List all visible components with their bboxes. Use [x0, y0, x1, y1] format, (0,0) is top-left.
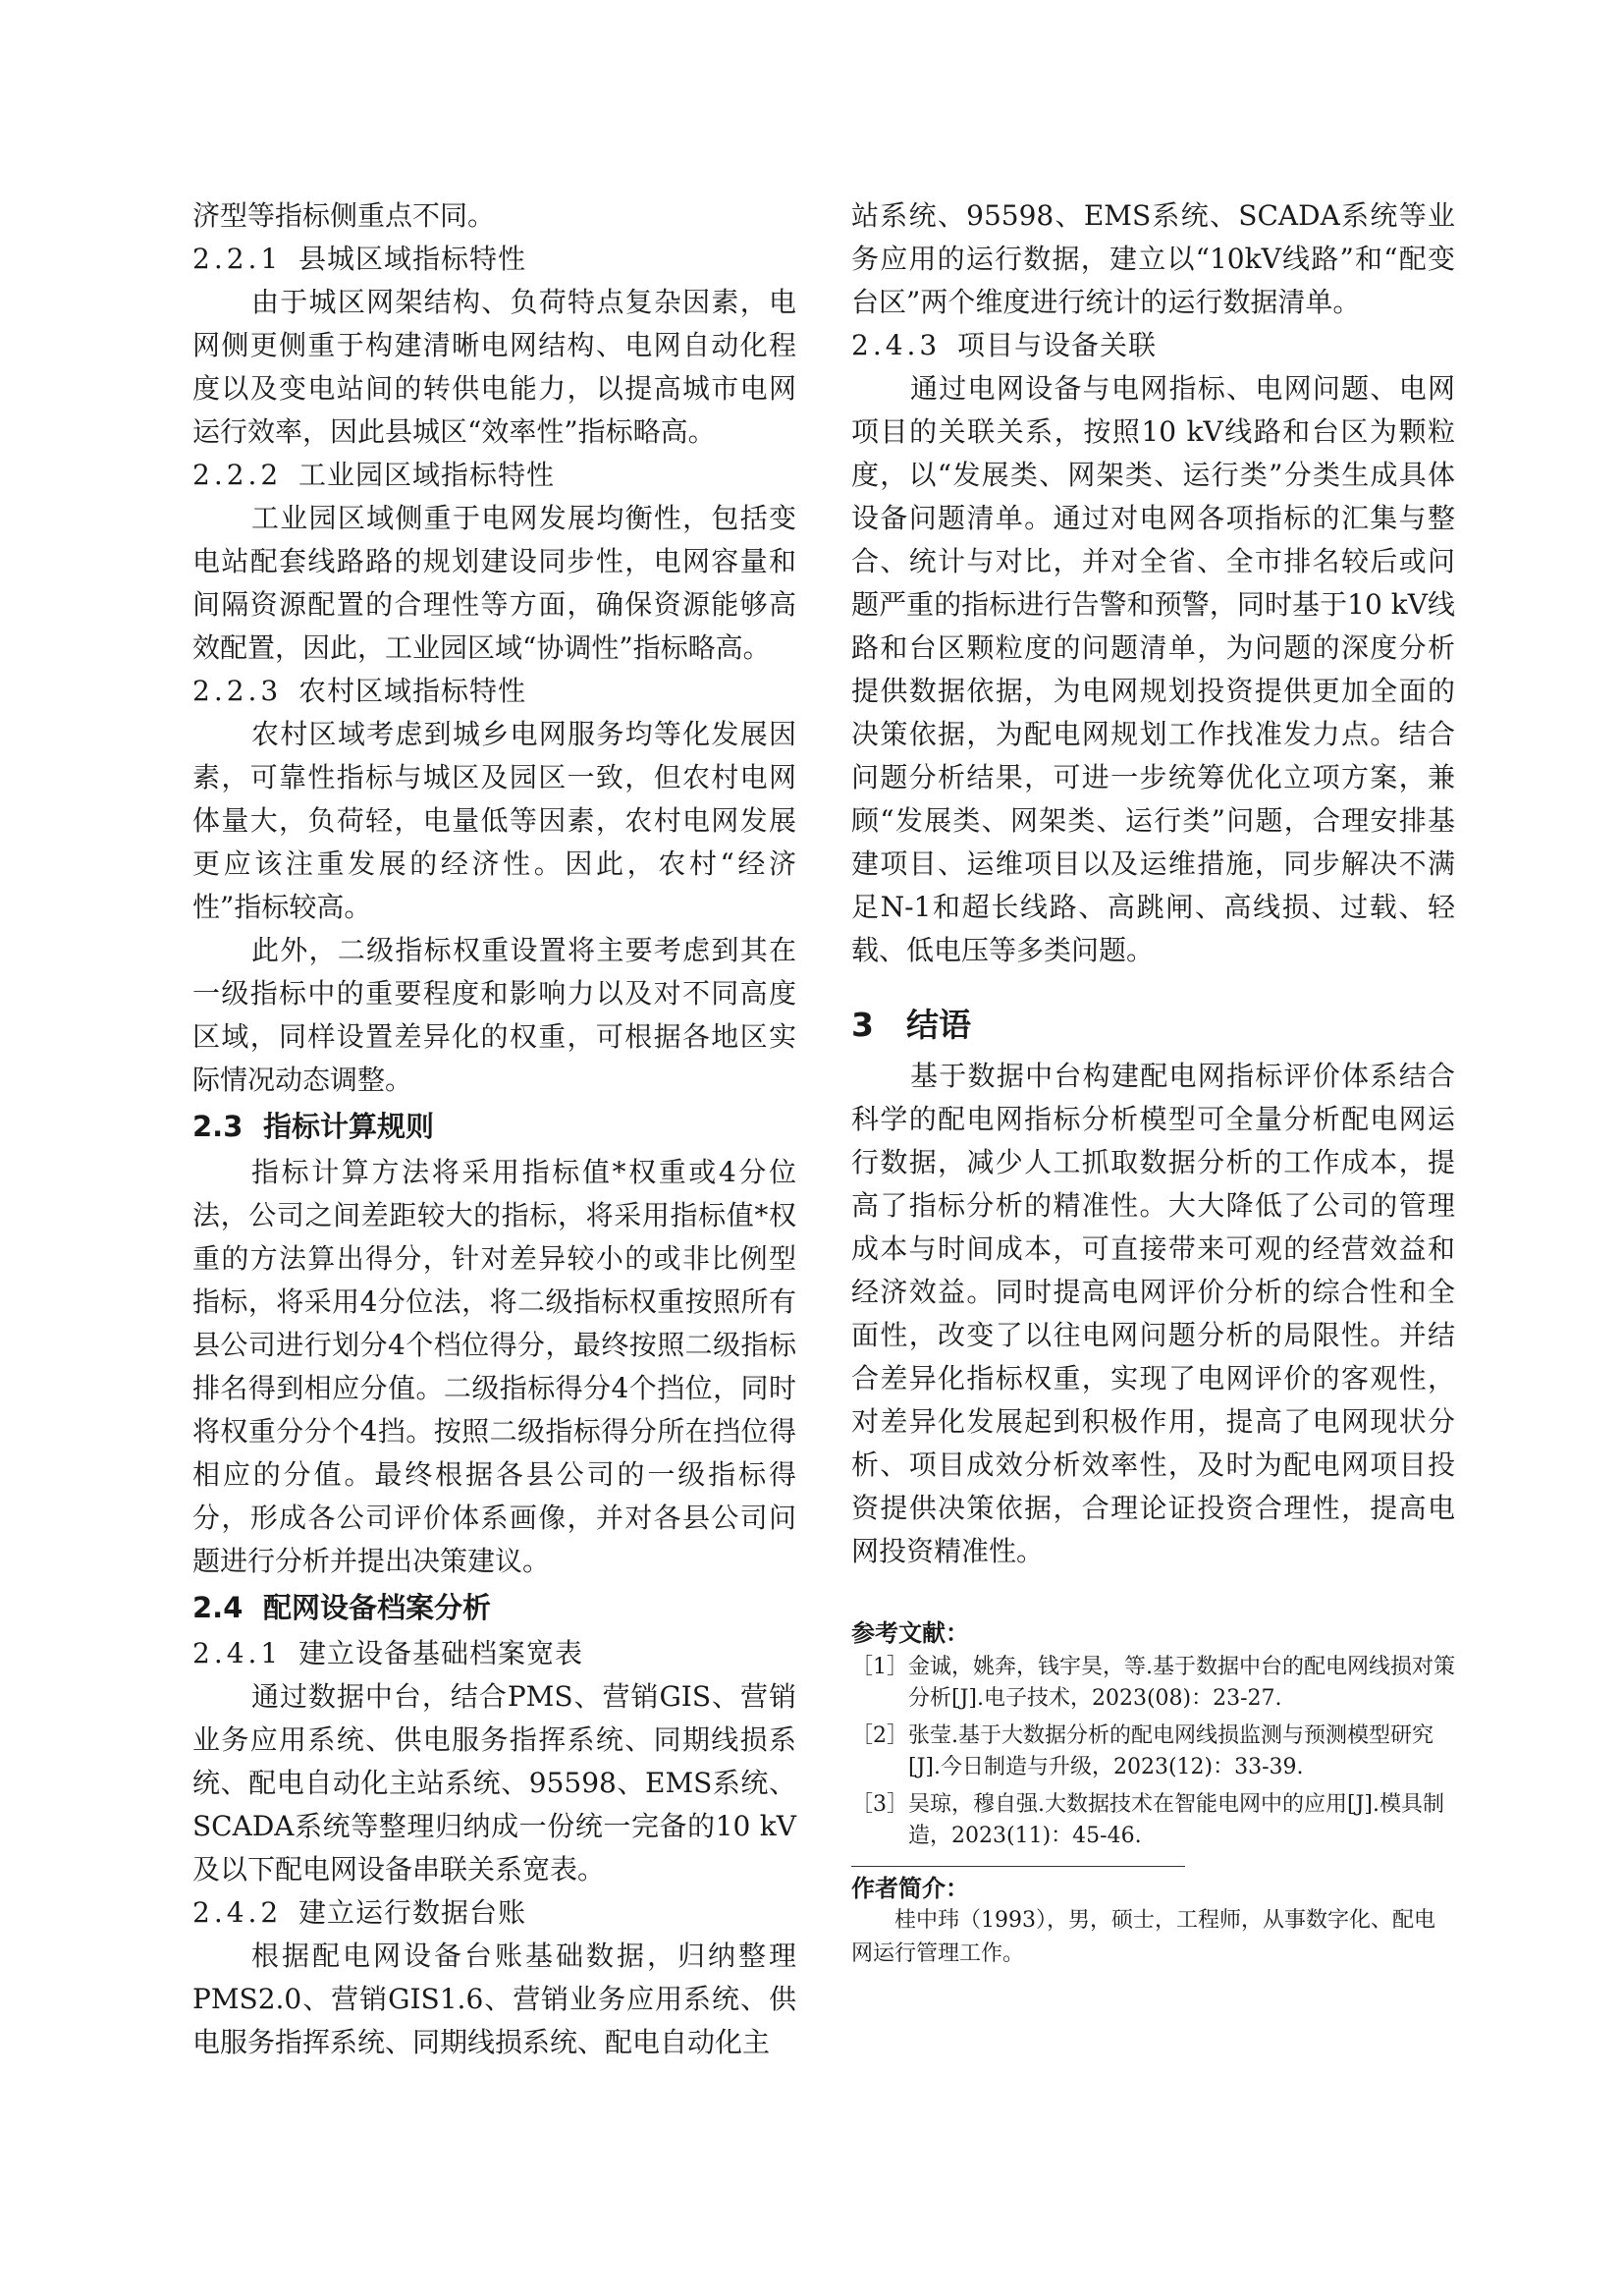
paragraph-weights: 此外，二级指标权重设置将主要考虑到其在一级指标中的重要程度和影响力以及对不同高度区域，同样设置差异化的权重，可根据各地区实际情况动态调整。	[192, 934, 796, 1096]
section-number: 2.2.3	[192, 675, 283, 707]
reference-number: ［3］	[851, 1792, 908, 1817]
reference-number: ［2］	[851, 1723, 908, 1748]
paragraph-2-4-2-start: 根据配电网设备台账基础数据，归纳整理PMS2.0、营销GIS1.6、营销业务应用系统、供电服务指挥系统、同期线损系统、配电自动化主	[192, 1940, 796, 2058]
author-bio-title: 作者简介：	[851, 1875, 969, 1902]
section-heading-2-4-3	[851, 324, 1455, 367]
section-heading-2-2-3	[192, 670, 796, 713]
paragraph-2-4-3: 通过电网设备与电网指标、电网问题、电网项目的关联关系，按照10 kV线路和台区为颗粒度，以“发展类、网架类、运行类”分类生成具体设备问题清单。通过对电网各项指标的汇集与整合、统计与对比，并对全省、全市排名较后或问题严重的指标进行告警和预警，同时基于10 kV线路和台区颗粒度的问题清单，为问题的深度分析提供数据依据，为电网规划投资提供更加全面的决策依据，为配电网规划工作找准发力点。结合问题分析结果，可进一步统筹优化立项方案，兼顾“发展类、网架类、运行类”问题，合理安排基建项目、运维项目以及运维措施，同步解决不满足N-1和超长线路、高跳闸、高线损、过载、轻载、低电压等多类问题。	[851, 372, 1455, 966]
paragraph-intro: 济型等指标侧重点不同。	[192, 199, 496, 232]
reference-number: ［1］	[851, 1655, 908, 1679]
section-number: 2.3	[192, 1110, 243, 1143]
references-list	[851, 1652, 1455, 1852]
paragraph-2-3: 指标计算方法将采用指标值*权重或4分位法，公司之间差距较大的指标，将采用指标值*权重的方法算出得分，针对差异较小的或非比例型指标，将采用4分位法，将二级指标权重按照所有县公司进行划分4个档位得分，最终按照二级指标排名得到相应分值。二级指标得分4个挡位，同时将权重分分个4挡。按照二级指标得分所在挡位得相应的分值。最终根据各县公司的一级指标得分，形成各公司评价体系画像，并对各县公司问题进行分析并提出决策建议。	[192, 1156, 796, 1577]
section-heading-3	[851, 1000, 1455, 1051]
right-column	[851, 194, 1455, 1971]
section-title: 配网设备档案分析	[263, 1591, 492, 1624]
section-number: 3	[851, 1006, 874, 1044]
reference-text: 吴琼，穆自强.大数据技术在智能电网中的应用[J].模具制造，2023(11)：45-46.	[908, 1792, 1444, 1848]
section-title: 县城区域指标特性	[298, 243, 527, 275]
section-heading-2-4	[192, 1585, 796, 1630]
section-number: 2.2.1	[192, 243, 283, 275]
section-heading-2-2-2	[192, 454, 796, 497]
section-heading-2-4-2	[192, 1891, 796, 1935]
paragraph-2-2-1: 由于城区网架结构、负荷特点复杂因素，电网侧更侧重于构建清晰电网结构、电网自动化程度以及变电站间的转供电能力，以提高城市电网运行效率，因此县城区“效率性”指标略高。	[192, 286, 796, 448]
reference-item	[851, 1652, 1455, 1715]
section-title: 项目与设备关联	[957, 329, 1158, 361]
section-title: 农村区域指标特性	[298, 675, 527, 707]
section-heading-2-3	[192, 1104, 796, 1149]
section-title: 建立设备基础档案宽表	[298, 1637, 584, 1669]
paragraph-conclusion: 基于数据中台构建配电网指标评价体系结合科学的配电网指标分析模型可全量分析配电网运行数据，减少人工抓取数据分析的工作成本，提高了指标分析的精准性。大大降低了公司的管理成本与时间成本，可直接带来可观的经营效益和经济效益。同时提高电网评价分析的综合性和全面性，改变了以往电网问题分析的局限性。并结合差异化指标权重，实现了电网评价的客观性，对差异化发展起到积极作用，提高了电网现状分析、项目成效分析效率性，及时为配电网项目投资提供决策依据，合理论证投资合理性，提高电网投资精准性。	[851, 1060, 1455, 1567]
section-number: 2.4.3	[851, 329, 942, 361]
section-number: 2.2.2	[192, 459, 283, 491]
section-number: 2.4.2	[192, 1896, 283, 1929]
paragraph-2-2-2: 工业园区域侧重于电网发展均衡性，包括变电站配套线路路的规划建设同步性，电网容量和间隔资源配置的合理性等方面，确保资源能够高效配置，因此，工业园区域“协调性”指标略高。	[192, 502, 796, 664]
author-bio-text: 桂中玮（1993），男，硕士，工程师，从事数字化、配电网运行管理工作。	[851, 1908, 1435, 1966]
section-number: 2.4	[192, 1591, 243, 1624]
reference-item	[851, 1721, 1455, 1783]
reference-text: 张莹.基于大数据分析的配电网线损监测与预测模型研究[J].今日制造与升级，2023(12)：33-39.	[908, 1723, 1434, 1779]
reference-text: 金诚，姚奔，钱宇昊，等.基于数据中台的配电网线损对策分析[J].电子技术，2023(08)：23-27.	[908, 1655, 1455, 1711]
section-heading-2-2-1	[192, 238, 796, 281]
paragraph-2-4-2-end: 站系统、95598、EMS系统、SCADA系统等业务应用的运行数据，建立以“10kV线路”和“配变台区”两个维度进行统计的运行数据清单。	[851, 199, 1455, 318]
left-column	[192, 194, 796, 2064]
section-heading-2-4-1	[192, 1632, 796, 1675]
section-title: 结语	[906, 1006, 971, 1044]
reference-item	[851, 1789, 1455, 1852]
references-title: 参考文献：	[851, 1619, 969, 1647]
section-title: 建立运行数据台账	[298, 1896, 527, 1929]
section-number: 2.4.1	[192, 1637, 283, 1669]
paragraph-2-2-3: 农村区域考虑到城乡电网服务均等化发展因素，可靠性指标与城区及园区一致，但农村电网体量大，负荷轻，电量低等因素，农村电网发展更应该注重发展的经济性。因此，农村“经济性”指标较高。	[192, 718, 796, 923]
section-title: 工业园区域指标特性	[298, 459, 556, 491]
paragraph-2-4-1: 通过数据中台，结合PMS、营销GIS、营销业务应用系统、供电服务指挥系统、同期线损系统、配电自动化主站系统、95598、EMS系统、SCADA系统等整理归纳成一份统一完备的10 kV及以下配电网设备串联关系宽表。	[192, 1680, 796, 1886]
section-title: 指标计算规则	[263, 1110, 435, 1143]
divider-line	[851, 1866, 1185, 1867]
